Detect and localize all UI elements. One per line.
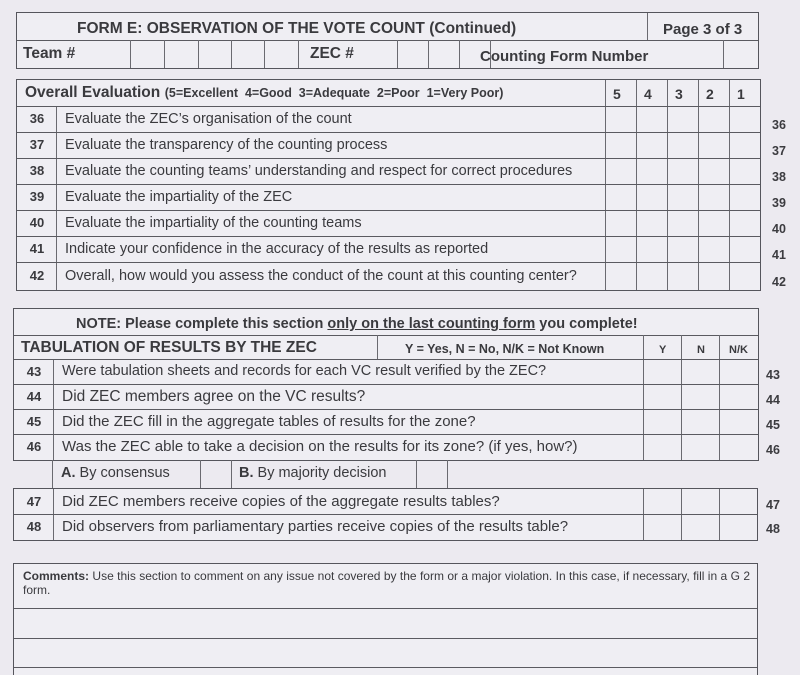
rating-col-3: 3 xyxy=(675,86,683,102)
tabulation-answer-grid-2[interactable] xyxy=(644,489,757,540)
question-text: Was the ZEC able to take a decision on the results for its zone? (if yes, how?) xyxy=(62,438,578,455)
team-digit-1[interactable] xyxy=(131,41,163,68)
question-number: 41 xyxy=(29,241,45,256)
question-text: Evaluate the impartiality of the counting teams xyxy=(65,215,362,231)
evaluation-rating-grid xyxy=(605,106,760,290)
tabulation-note xyxy=(76,316,638,332)
evaluation-row xyxy=(17,159,605,184)
side-number: 38 xyxy=(772,170,786,184)
question-text: Indicate your confidence in the accuracy of the results as reported xyxy=(65,241,489,257)
evaluation-row xyxy=(17,133,605,158)
evaluation-row xyxy=(17,107,605,132)
note-prefix: NOTE: Please complete this section xyxy=(76,316,328,332)
team-label: Team # xyxy=(23,45,76,62)
evaluation-header xyxy=(25,84,503,102)
side-number: 37 xyxy=(772,144,786,158)
option-label: By majority decision xyxy=(257,465,387,481)
comments-text: Use this section to comment on any issue not covered by the form or a major violation. In this case, if necessary, fill in a G 2 form. xyxy=(23,569,751,597)
question-number: 42 xyxy=(29,268,45,283)
form-header xyxy=(16,12,759,69)
tabulation-answer-grid[interactable] xyxy=(643,359,758,459)
note-emphasis: only on the last counting form xyxy=(327,316,536,332)
evaluation-title: Overall Evaluation xyxy=(25,84,161,101)
question-number: 38 xyxy=(29,163,45,178)
rating-col-5: 5 xyxy=(613,86,621,102)
question-number: 46 xyxy=(26,439,42,454)
option-letter: B. xyxy=(239,465,254,481)
question-number: 43 xyxy=(26,364,42,379)
question-text: Were tabulation sheets and records for each VC result verified by the ZEC? xyxy=(62,363,547,379)
comments-label: Comments: xyxy=(23,569,90,583)
form-title-bold: FORM E: OBSERVATION OF THE VOTE COUNT xyxy=(77,20,425,37)
question-text: Evaluate the transparency of the counting process xyxy=(65,137,388,153)
question-text: Evaluate the ZEC’s organisation of the count xyxy=(65,111,352,127)
question-number: 47 xyxy=(26,494,42,509)
zec-digit-2[interactable] xyxy=(429,41,459,68)
question-text: Overall, how would you assess the conduct of the count at this counting center? xyxy=(65,268,577,284)
tabulation-table-2 xyxy=(13,488,758,541)
tabulation-row xyxy=(14,360,643,384)
side-number: 46 xyxy=(766,443,780,457)
tabulation-row xyxy=(14,489,643,514)
side-number: 44 xyxy=(766,393,780,407)
team-digit-4[interactable] xyxy=(232,41,264,68)
question-number: 45 xyxy=(26,414,42,429)
option-label: By consensus xyxy=(79,465,170,481)
comments-instructions xyxy=(23,569,750,597)
team-digit-5[interactable] xyxy=(265,41,297,68)
answer-col-n: N xyxy=(697,344,705,356)
question-text: Did ZEC members agree on the VC results? xyxy=(62,388,366,405)
side-number: 40 xyxy=(772,222,786,236)
counting-form-number-field[interactable] xyxy=(724,41,758,68)
tabulation-title: TABULATION OF RESULTS BY THE ZEC xyxy=(21,339,317,356)
side-number: 45 xyxy=(766,418,780,432)
evaluation-row xyxy=(17,185,605,210)
option-consensus xyxy=(61,465,170,481)
answer-col-y: Y xyxy=(659,344,667,356)
form-title xyxy=(77,20,516,38)
evaluation-scale: (5=Excellent 4=Good 3=Adequate 2=Poor 1=Very Poor) xyxy=(164,86,504,100)
comment-line[interactable] xyxy=(14,639,757,667)
question-text: Evaluate the impartiality of the ZEC xyxy=(65,189,293,205)
answer-legend: Y = Yes, N = No, N/K = Not Known xyxy=(405,342,605,356)
tabulation-row xyxy=(14,435,643,460)
form-title-suffix: (Continued) xyxy=(429,20,517,37)
option-letter: A. xyxy=(61,465,76,481)
question-number: 37 xyxy=(29,137,45,152)
rating-checkbox[interactable] xyxy=(605,106,760,290)
answer-col-nk: N/K xyxy=(729,344,748,356)
zec-digit-1[interactable] xyxy=(398,41,428,68)
side-number: 43 xyxy=(766,368,780,382)
note-suffix: you complete! xyxy=(535,316,638,332)
side-number: 47 xyxy=(766,498,780,512)
side-number: 39 xyxy=(772,196,786,210)
question-text: Evaluate the counting teams’ understanding and respect for correct procedures xyxy=(65,163,573,179)
evaluation-row xyxy=(17,211,605,236)
counting-form-label: Counting Form Number xyxy=(480,48,649,65)
question-number: 48 xyxy=(26,519,42,534)
question-number: 36 xyxy=(29,111,45,126)
rating-col-2: 2 xyxy=(706,86,714,102)
option-majority xyxy=(239,465,386,481)
comments-box xyxy=(13,563,758,675)
rating-col-1: 1 xyxy=(737,86,745,102)
side-number: 48 xyxy=(766,522,780,536)
side-number: 41 xyxy=(772,248,786,262)
comment-line[interactable] xyxy=(14,609,757,638)
option-majority-checkbox[interactable] xyxy=(417,460,447,488)
team-digit-3[interactable] xyxy=(199,41,231,68)
tabulation-row xyxy=(14,410,643,434)
option-consensus-checkbox[interactable] xyxy=(201,460,231,488)
team-digit-2[interactable] xyxy=(165,41,197,68)
question-text: Did observers from parliamentary parties receive copies of the results table? xyxy=(62,518,569,535)
page-indicator: Page 3 of 3 xyxy=(663,21,743,38)
question-text: Did ZEC members receive copies of the aggregate results tables? xyxy=(62,493,500,510)
question-text: Did the ZEC fill in the aggregate tables of results for the zone? xyxy=(62,413,476,430)
evaluation-row xyxy=(17,237,605,262)
tabulation-row xyxy=(14,515,643,540)
rating-col-4: 4 xyxy=(644,86,652,102)
evaluation-row xyxy=(17,263,605,290)
tabulation-row xyxy=(14,385,643,409)
side-number: 36 xyxy=(772,118,786,132)
question-number: 40 xyxy=(29,215,45,230)
decision-options-row xyxy=(52,460,448,488)
zec-label: ZEC # xyxy=(310,45,354,62)
question-number: 44 xyxy=(26,389,42,404)
side-number: 42 xyxy=(772,275,786,289)
question-number: 39 xyxy=(29,189,45,204)
